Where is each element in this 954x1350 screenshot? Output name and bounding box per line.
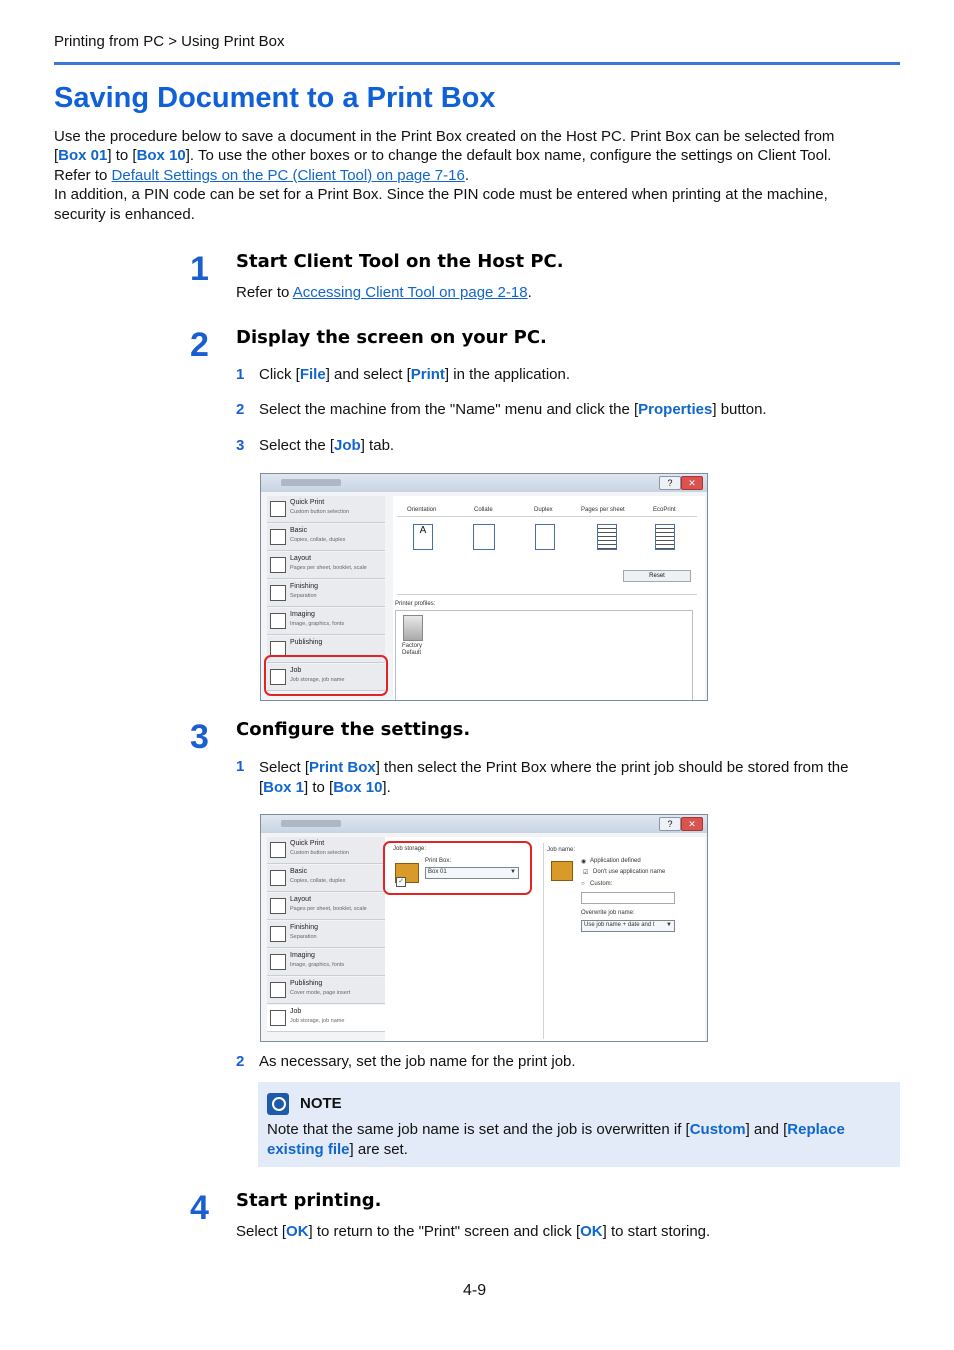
col-pages-per-sheet: Pages per sheet bbox=[581, 507, 625, 513]
sidebar-item-finishing[interactable] bbox=[267, 580, 385, 607]
sidebar-item-sublabel: Pages per sheet, booklet, scale bbox=[290, 565, 367, 571]
chevron-down-icon: ▼ bbox=[666, 922, 672, 928]
finishing-icon bbox=[270, 585, 286, 601]
sidebar-item-sublabel: Separation bbox=[290, 934, 317, 940]
text-span: Refer to bbox=[236, 284, 293, 301]
window-title-blurred bbox=[281, 479, 341, 486]
imaging-icon bbox=[270, 954, 286, 970]
intro-line-1: Use the procedure below to save a document in the Print Box created on the Host PC. Print Box can be selected from bbox=[54, 128, 835, 145]
ecoprint-icon[interactable] bbox=[655, 524, 675, 550]
ok-term: OK bbox=[580, 1223, 603, 1240]
note-line-1 bbox=[267, 1120, 892, 1140]
help-button[interactable]: ? bbox=[659, 476, 681, 490]
properties-term: Properties bbox=[638, 401, 713, 418]
custom-label: Custom: bbox=[590, 881, 613, 887]
sidebar-item-sublabel: Copies, collate, duplex bbox=[290, 537, 346, 543]
printer-profiles-label: Printer profiles: bbox=[395, 601, 436, 607]
basic-icon bbox=[270, 529, 286, 545]
highlight-print-box bbox=[383, 841, 532, 895]
settings-panel bbox=[393, 496, 705, 700]
step-2-heading: Display the screen on your PC. bbox=[236, 327, 547, 348]
app-defined-label: Application defined bbox=[590, 858, 641, 864]
col-ecoprint: EcoPrint bbox=[653, 507, 676, 513]
sidebar-item-imaging[interactable] bbox=[267, 949, 385, 976]
step-3-sub-2-number: 2 bbox=[236, 1053, 245, 1070]
text-span: ] in the application. bbox=[444, 366, 571, 383]
intro-line-5: security is enhanced. bbox=[54, 205, 195, 223]
sidebar-item-label: Job bbox=[290, 667, 302, 674]
text-span: ] to [ bbox=[107, 147, 137, 165]
step-3-sub-2-text: As necessary, set the job name for the print job. bbox=[259, 1053, 576, 1070]
collate-icon[interactable] bbox=[473, 524, 495, 550]
file-term: File bbox=[299, 366, 326, 383]
job-term: Job bbox=[334, 437, 361, 454]
overwrite-label: Overwrite job name: bbox=[581, 910, 635, 916]
chevron-down-icon: ▼ bbox=[510, 869, 516, 875]
note-text bbox=[267, 1120, 892, 1159]
sidebar-item-label: Quick Print bbox=[290, 499, 325, 506]
step-2-sub-1-number: 1 bbox=[236, 366, 245, 383]
step-4-text bbox=[236, 1223, 710, 1240]
step-3-sub-1-line-1 bbox=[259, 758, 899, 778]
step-3-heading: Configure the settings. bbox=[236, 719, 471, 740]
quick-print-icon bbox=[270, 501, 286, 517]
note-icon bbox=[267, 1093, 289, 1115]
step-1-text bbox=[236, 284, 532, 301]
divider bbox=[397, 516, 697, 517]
print-box-checkbox[interactable]: ✓ bbox=[396, 877, 406, 887]
sidebar-item-label: Basic bbox=[290, 868, 308, 875]
sidebar-item-label: Job bbox=[290, 1008, 302, 1015]
job-storage-label: Job storage: bbox=[393, 846, 427, 852]
print-box-term: Print Box bbox=[309, 759, 376, 776]
intro-line-4: In addition, a PIN code can be set for a Print Box. Since the PIN code must be entered when printing at the machine, bbox=[54, 186, 828, 204]
text-span: Select [ bbox=[259, 759, 310, 776]
sidebar-item-basic[interactable] bbox=[267, 865, 385, 892]
profile-name: Default bbox=[402, 650, 422, 656]
text-span: ] to [ bbox=[304, 779, 334, 796]
note-label: NOTE bbox=[300, 1095, 342, 1112]
sidebar-item-layout[interactable] bbox=[267, 552, 385, 579]
job-icon bbox=[270, 1010, 286, 1026]
step-4-heading: Start printing. bbox=[236, 1190, 382, 1211]
dont-use-app-name-checkbox[interactable]: ☑ bbox=[583, 870, 589, 876]
custom-name-input[interactable] bbox=[581, 892, 675, 904]
intro-line-3 bbox=[54, 166, 904, 185]
header-rule bbox=[54, 62, 900, 65]
box10-term: Box 10 bbox=[333, 779, 383, 796]
step-2-sub-2-number: 2 bbox=[236, 401, 245, 418]
help-button[interactable]: ? bbox=[659, 817, 681, 831]
sidebar-item-sublabel: Copies, collate, duplex bbox=[290, 878, 346, 884]
sidebar-item-publishing[interactable] bbox=[267, 977, 385, 1004]
sidebar-item-label: Finishing bbox=[290, 583, 319, 590]
print-term: Print bbox=[410, 366, 445, 383]
step-2-sub-2-text bbox=[259, 401, 767, 418]
step-1-number: 1 bbox=[190, 250, 209, 288]
sidebar-item-label: Quick Print bbox=[290, 840, 325, 847]
text-span: ] button. bbox=[712, 401, 767, 418]
step-3-sub-1-number: 1 bbox=[236, 758, 245, 775]
app-defined-radio[interactable]: ◉ bbox=[581, 859, 587, 865]
text-span: ] and [ bbox=[745, 1121, 788, 1138]
screenshot-job-settings bbox=[260, 814, 708, 1042]
default-settings-link[interactable]: Default Settings on the PC (Client Tool) on page 7-16 bbox=[111, 166, 465, 184]
step-4-number: 4 bbox=[190, 1189, 209, 1227]
text-span: ]. To use the other boxes or to change the default box name, configure the settings on Client Tool. bbox=[185, 147, 832, 165]
close-button[interactable]: ✕ bbox=[681, 817, 703, 831]
text-span: ] and select [ bbox=[325, 366, 411, 383]
profile-name: Factory bbox=[402, 643, 423, 649]
layout-icon bbox=[270, 898, 286, 914]
overwrite-select[interactable] bbox=[581, 920, 675, 932]
sidebar-item-job[interactable] bbox=[267, 1005, 385, 1032]
text-span: ] to start storing. bbox=[602, 1223, 711, 1240]
sidebar-item-label: Publishing bbox=[290, 980, 323, 987]
window-titlebar bbox=[261, 474, 707, 492]
text-span: ] are set. bbox=[349, 1140, 408, 1158]
sidebar-item-sublabel: Job storage, job name bbox=[290, 677, 345, 683]
intro-paragraph bbox=[54, 127, 904, 224]
overwrite-value: Use job name + date and t bbox=[584, 922, 655, 928]
dont-use-app-name-label: Don't use application name bbox=[593, 869, 666, 875]
text-span: Select [ bbox=[236, 1223, 287, 1240]
page-title: Saving Document to a Print Box bbox=[54, 82, 496, 114]
sidebar-item-sublabel: Image, graphics, fonts bbox=[290, 962, 345, 968]
text-span: [ bbox=[259, 779, 264, 796]
sidebar bbox=[267, 837, 385, 1041]
replace-term: Replace bbox=[787, 1121, 845, 1138]
layout-icon bbox=[270, 557, 286, 573]
duplex-icon[interactable] bbox=[535, 524, 555, 550]
profiles-list[interactable] bbox=[395, 610, 693, 701]
sidebar-item-label: Publishing bbox=[290, 639, 323, 646]
text-span: ]. bbox=[382, 779, 391, 796]
pages-per-sheet-icon[interactable] bbox=[597, 524, 617, 550]
highlight-job-tab bbox=[264, 655, 388, 696]
sidebar-item-label: Imaging bbox=[290, 611, 315, 618]
sidebar-item-quick-print[interactable] bbox=[267, 496, 385, 523]
page-number: 4-9 bbox=[463, 1282, 487, 1299]
folder-pencil-icon bbox=[551, 861, 573, 881]
note-line-2 bbox=[267, 1140, 892, 1160]
step-2-number: 2 bbox=[190, 326, 209, 364]
text-span: Click [ bbox=[259, 366, 300, 383]
text-span: [ bbox=[54, 147, 59, 165]
intro-line-2 bbox=[54, 146, 904, 165]
box1-term: Box 1 bbox=[263, 779, 305, 796]
job-name-label: Job name: bbox=[547, 847, 576, 853]
sidebar-item-sublabel: Custom button selection bbox=[290, 850, 350, 856]
col-orientation: Orientation bbox=[407, 507, 437, 513]
sidebar-item-label: Basic bbox=[290, 527, 308, 534]
text-span: . bbox=[527, 284, 532, 301]
text-span: ] then select the Print Box where the print job should be stored from the bbox=[375, 759, 849, 776]
sidebar-item-label: Finishing bbox=[290, 924, 319, 931]
finishing-icon bbox=[270, 926, 286, 942]
text-span: Select the machine from the "Name" menu and click the [ bbox=[259, 401, 639, 418]
print-box-label: Print Box: bbox=[425, 858, 452, 864]
divider bbox=[543, 843, 544, 1039]
text-span: Note that the same job name is set and the job is overwritten if [ bbox=[267, 1121, 690, 1138]
basic-icon bbox=[270, 870, 286, 886]
step-3-sub-1-line-2 bbox=[259, 778, 899, 798]
text-span: . bbox=[464, 166, 469, 184]
col-duplex: Duplex bbox=[534, 507, 553, 513]
imaging-icon bbox=[270, 613, 286, 629]
sidebar-item-sublabel: Job storage, job name bbox=[290, 1018, 345, 1024]
window-titlebar bbox=[261, 815, 707, 833]
close-button[interactable]: ✕ bbox=[681, 476, 703, 490]
text-span: Refer to bbox=[54, 166, 112, 184]
factory-default-profile-icon[interactable] bbox=[403, 615, 423, 641]
note-box bbox=[258, 1082, 900, 1167]
sidebar-item-sublabel: Cover mode, page insert bbox=[290, 990, 351, 996]
box10-term: Box 10 bbox=[136, 147, 186, 165]
window-title-blurred bbox=[281, 820, 341, 827]
step-3-sub-1-text bbox=[259, 758, 899, 798]
text-span: ] tab. bbox=[360, 437, 395, 454]
sidebar-item-label: Layout bbox=[290, 555, 312, 562]
sidebar-item-layout[interactable] bbox=[267, 893, 385, 920]
box01-term: Box 01 bbox=[58, 147, 108, 165]
custom-radio[interactable]: ○ bbox=[581, 881, 585, 887]
screenshot-job-tab bbox=[260, 473, 708, 701]
orientation-icon[interactable]: A bbox=[413, 524, 433, 550]
step-3-number: 3 bbox=[190, 718, 209, 756]
sidebar-item-imaging[interactable] bbox=[267, 608, 385, 635]
step-2-sub-3-text bbox=[259, 437, 394, 454]
step-1-heading: Start Client Tool on the Host PC. bbox=[236, 251, 564, 272]
sidebar-item-sublabel: Pages per sheet, booklet, scale bbox=[290, 906, 367, 912]
text-span: Select the [ bbox=[259, 437, 335, 454]
sidebar-item-sublabel: Image, graphics, fonts bbox=[290, 621, 345, 627]
ok-term: OK bbox=[286, 1223, 309, 1240]
sidebar-item-sublabel: Custom button selection bbox=[290, 509, 350, 515]
divider bbox=[397, 594, 697, 595]
existing-file-term: existing file bbox=[267, 1140, 350, 1158]
breadcrumb: Printing from PC > Using Print Box bbox=[54, 33, 285, 50]
sidebar-item-basic[interactable] bbox=[267, 524, 385, 551]
publishing-icon bbox=[270, 982, 286, 998]
quick-print-icon bbox=[270, 842, 286, 858]
step-2-sub-3-number: 3 bbox=[236, 437, 245, 454]
sidebar-item-label: Imaging bbox=[290, 952, 315, 959]
sidebar-item-finishing[interactable] bbox=[267, 921, 385, 948]
step-2-sub-1-text bbox=[259, 366, 570, 383]
text-span: ] to return to the "Print" screen and click [ bbox=[308, 1223, 581, 1240]
sidebar-item-sublabel: Separation bbox=[290, 593, 317, 599]
sidebar-item-quick-print[interactable] bbox=[267, 837, 385, 864]
reset-button[interactable]: Reset bbox=[623, 570, 691, 582]
accessing-client-tool-link[interactable]: Accessing Client Tool on page 2-18 bbox=[292, 284, 528, 301]
custom-term: Custom bbox=[689, 1121, 746, 1138]
print-box-value: Box 01 bbox=[428, 869, 447, 875]
sidebar-item-label: Layout bbox=[290, 896, 312, 903]
col-collate: Collate bbox=[474, 507, 493, 513]
